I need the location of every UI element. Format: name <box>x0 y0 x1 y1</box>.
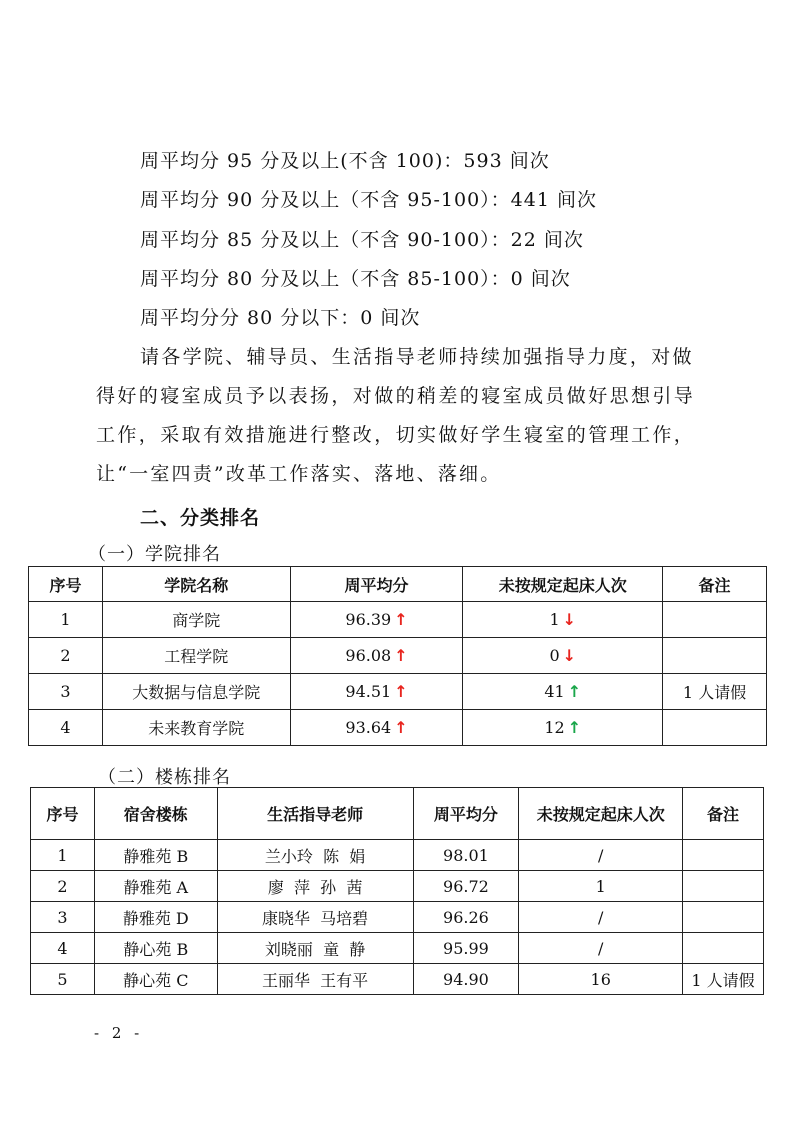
college-ranking-subtitle: （一）学院排名 <box>88 544 221 565</box>
college-row-count-cell <box>463 638 663 674</box>
table-row <box>31 840 764 871</box>
college-row-no: 2 <box>29 638 103 674</box>
building-header-building: 宿舍楼栋 <box>94 788 217 840</box>
page-number: - 2 - <box>94 1024 144 1042</box>
building-row-teacher: 康晓华 马培碧 <box>217 902 413 933</box>
stat-line-4: 周平均分 80 分及以上（不含 85-100）：0 间次 <box>140 268 571 290</box>
building-row-count: / <box>519 933 683 964</box>
college-row-score-cell <box>290 674 463 710</box>
college-row-count-cell <box>463 710 663 746</box>
college-row-no: 3 <box>29 674 103 710</box>
trend-up-icon: ↑ <box>394 646 408 665</box>
building-row-note <box>683 871 764 902</box>
college-row-count: 12 <box>544 718 565 737</box>
building-row-building: 静雅苑 D <box>94 902 217 933</box>
college-row-count-cell <box>463 602 663 638</box>
college-row-score-cell <box>290 710 463 746</box>
building-row-building: 静雅苑 A <box>94 871 217 902</box>
building-ranking-subtitle: （二）楼栋排名 <box>98 767 231 788</box>
building-row-score: 96.72 <box>413 871 519 902</box>
college-header-count: 未按规定起床人次 <box>463 567 663 602</box>
college-row-note <box>663 710 767 746</box>
building-row-no: 2 <box>31 871 95 902</box>
college-row-count: 1 <box>549 610 560 629</box>
building-row-teacher: 王丽华 王有平 <box>217 964 413 995</box>
building-row-teacher: 兰小玲 陈 娟 <box>217 840 413 871</box>
stat-line-3: 周平均分 85 分及以上（不含 90-100）：22 间次 <box>140 229 584 251</box>
college-row-count: 41 <box>544 682 565 701</box>
building-row-score: 96.26 <box>413 902 519 933</box>
college-row-name: 大数据与信息学院 <box>102 674 290 710</box>
trend-up-icon: ↑ <box>567 682 582 701</box>
college-row-name: 工程学院 <box>102 638 290 674</box>
building-row-count: 16 <box>519 964 683 995</box>
building-row-building: 静心苑 B <box>94 933 217 964</box>
section-title: 二、分类排名 <box>140 507 261 529</box>
college-header-no: 序号 <box>29 567 103 602</box>
college-header-score: 周平均分 <box>290 567 463 602</box>
college-row-no: 1 <box>29 602 103 638</box>
building-row-no: 1 <box>31 840 95 871</box>
table-row <box>31 871 764 902</box>
building-header-teacher: 生活指导老师 <box>217 788 413 840</box>
trend-up-icon: ↑ <box>567 718 582 737</box>
trend-down-icon: ↓ <box>562 610 577 629</box>
college-ranking-table <box>28 566 767 746</box>
building-row-building: 静雅苑 B <box>94 840 217 871</box>
building-header-score: 周平均分 <box>413 788 519 840</box>
college-row-score: 94.51 <box>345 682 392 701</box>
building-row-note <box>683 902 764 933</box>
college-row-no: 4 <box>29 710 103 746</box>
table-row <box>31 902 764 933</box>
trend-up-icon: ↑ <box>394 682 408 701</box>
college-row-score-cell <box>290 638 463 674</box>
college-row-score: 96.08 <box>345 646 392 665</box>
table-row <box>29 602 767 638</box>
college-row-score: 96.39 <box>345 610 392 629</box>
paragraph-line-1: 请各学院、辅导员、生活指导老师持续加强指导力度，对做 <box>140 346 694 368</box>
paragraph-line-2: 得好的寝室成员予以表扬，对做的稍差的寝室成员做好思想引导 <box>96 385 696 407</box>
college-row-score-cell <box>290 602 463 638</box>
college-row-name: 未来教育学院 <box>102 710 290 746</box>
building-row-note <box>683 933 764 964</box>
building-row-no: 4 <box>31 933 95 964</box>
college-row-note <box>663 638 767 674</box>
building-row-score: 98.01 <box>413 840 519 871</box>
college-header-name: 学院名称 <box>102 567 290 602</box>
building-row-count: 1 <box>519 871 683 902</box>
building-row-teacher: 廖 萍 孙 茜 <box>217 871 413 902</box>
building-header-count: 未按规定起床人次 <box>519 788 683 840</box>
building-row-no: 3 <box>31 902 95 933</box>
college-row-count-cell <box>463 674 663 710</box>
building-row-building: 静心苑 C <box>94 964 217 995</box>
table-row <box>29 638 767 674</box>
college-table-header-row <box>29 567 767 602</box>
college-row-name: 商学院 <box>102 602 290 638</box>
college-row-score: 93.64 <box>345 718 392 737</box>
paragraph-line-4: 让“一室四责”改革工作落实、落地、落细。 <box>96 463 502 485</box>
stat-line-1: 周平均分 95 分及以上(不含 100)：593 间次 <box>140 150 550 172</box>
college-row-note <box>663 602 767 638</box>
building-row-score: 95.99 <box>413 933 519 964</box>
building-header-no: 序号 <box>31 788 95 840</box>
paragraph-line-3: 工作，采取有效措施进行整改，切实做好学生寝室的管理工作， <box>96 424 696 446</box>
building-row-no: 5 <box>31 964 95 995</box>
table-row <box>31 964 764 995</box>
table-row <box>29 710 767 746</box>
building-ranking-table <box>30 787 764 995</box>
stat-line-2: 周平均分 90 分及以上（不含 95-100）：441 间次 <box>140 189 597 211</box>
building-row-score: 94.90 <box>413 964 519 995</box>
building-row-count: / <box>519 840 683 871</box>
table-row <box>29 674 767 710</box>
trend-up-icon: ↑ <box>394 718 408 737</box>
college-row-count: 0 <box>549 646 560 665</box>
table-row <box>31 933 764 964</box>
trend-down-icon: ↓ <box>562 646 577 665</box>
college-header-note: 备注 <box>663 567 767 602</box>
building-row-count: / <box>519 902 683 933</box>
trend-up-icon: ↑ <box>394 610 408 629</box>
college-row-note: 1 人请假 <box>663 674 767 710</box>
building-row-note <box>683 840 764 871</box>
building-row-note: 1 人请假 <box>683 964 764 995</box>
building-row-teacher: 刘晓丽 童 静 <box>217 933 413 964</box>
building-table-header-row <box>31 788 764 840</box>
building-header-note: 备注 <box>683 788 764 840</box>
stat-line-5: 周平均分分 80 分以下：0 间次 <box>140 307 421 329</box>
